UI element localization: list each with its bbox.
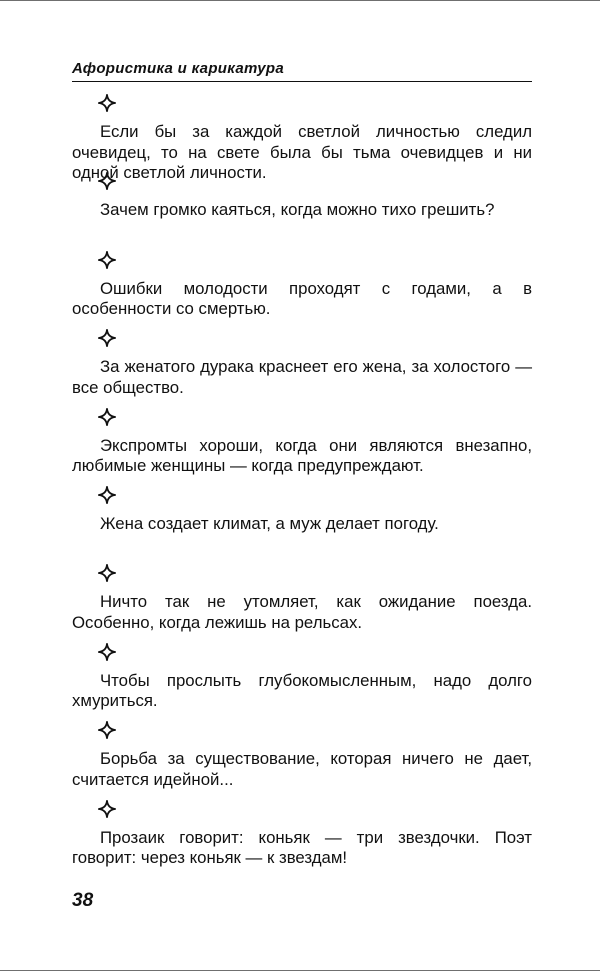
aphorism-item — [72, 564, 532, 642]
four-point-star-icon — [98, 800, 116, 818]
aphorism-item — [72, 172, 532, 250]
four-point-star-icon — [98, 486, 116, 504]
four-point-star-icon — [98, 564, 116, 582]
aphorism-list — [72, 94, 532, 878]
aphorism-text: Ничто так не утомляет, как ожидание поезда. Особенно, когда лежишь на рельсах. — [72, 592, 532, 632]
running-head — [72, 58, 532, 82]
four-point-star-icon — [98, 721, 116, 739]
aphorism-item — [72, 486, 532, 564]
aphorism-item — [72, 408, 532, 486]
aphorism-item — [72, 800, 532, 878]
aphorism-text: Зачем громко каяться, когда можно тихо грешить? — [100, 200, 495, 220]
aphorism-item — [72, 251, 532, 329]
aphorism-text: Если бы за каждой светлой личностью следил очевидец, то на свете была бы тьма очевидцев и ни одной светлой личности. — [72, 122, 532, 182]
four-point-star-icon — [98, 408, 116, 426]
aphorism-text: Борьба за существование, которая ничего не дает, считается идейной... — [72, 749, 532, 789]
aphorism-text: Прозаик говорит: коньяк — три звездочки. Поэт говорит: через коньяк — к звездам! — [72, 827, 532, 868]
four-point-star-icon — [98, 329, 116, 347]
running-head-title: Афористика и карикатура — [72, 60, 284, 77]
page-bottom-edge — [0, 970, 600, 971]
aphorism-text: Жена создает климат, а муж делает погоду. — [100, 513, 439, 533]
four-point-star-icon — [98, 643, 116, 661]
aphorism-text: Экспромты хороши, когда они являются внезапно, любимые женщины — когда предупреждают. — [72, 435, 532, 476]
four-point-star-icon — [98, 251, 116, 269]
four-point-star-icon — [98, 94, 116, 112]
aphorism-text: Чтобы прослыть глубокомысленным, надо долго хмуриться. — [72, 670, 532, 711]
page-top-edge — [0, 0, 600, 1]
page-number: 38 — [72, 890, 94, 911]
aphorism-text: Ошибки молодости проходят с годами, а в особенности со смертью. — [72, 278, 532, 319]
aphorism-text: За женатого дурака краснеет его жена, за холостого — все общество. — [72, 357, 532, 397]
aphorism-item — [72, 643, 532, 721]
aphorism-item — [72, 329, 532, 407]
aphorism-item — [72, 94, 532, 182]
aphorism-item — [72, 721, 532, 799]
